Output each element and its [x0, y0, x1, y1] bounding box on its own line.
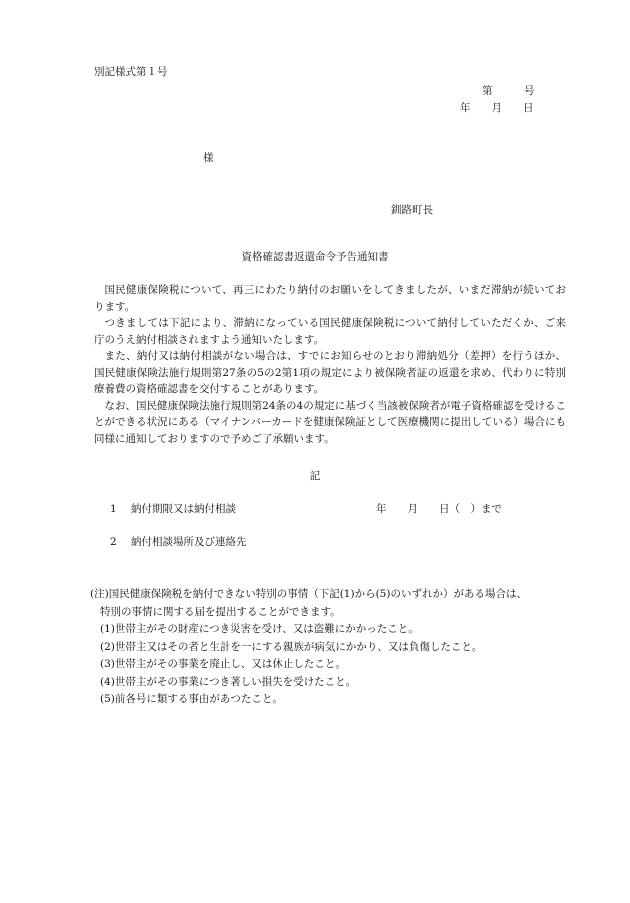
- paragraph: 国民健康保険税について、再三にわたり納付のお願いをしてきましたが、いまだ滞納が続いております。: [94, 284, 566, 313]
- document-title: 資格確認書返還命令予告通知書: [241, 251, 389, 263]
- paragraph: また、納付又は納付相談がない場合は、すでにお知らせのとおり滞納処分（差押）を行うほか、国民健康保険法施行規則第27条の5の2第1項の規定により被保険者証の返還を求め、代わりに特別療養費の資格確認書を交付することがあります。: [94, 350, 566, 395]
- note-list-item: (1)世帯主がその財産につき災害を受け、又は盗難にかかったこと。: [100, 623, 419, 635]
- note-list-item: (3)世帯主がその事業を廃止し、又は休止したこと。: [100, 658, 346, 670]
- payment-deadline: 年 月 日（ ）まで: [376, 503, 502, 515]
- form-identifier: 別記様式第１号: [94, 66, 168, 78]
- item-number: 1: [110, 503, 117, 515]
- item-number: 2: [110, 536, 117, 548]
- note-list-item: (4)世帯主がその事業につき著しい損失を受けたこと。: [100, 675, 357, 688]
- addressee-honorific: 様: [203, 152, 214, 164]
- paragraph: なお、国民健康保険法施行規則第24条の4の規定に基づく当該被保険者が電子資格確認を受けることができる状況にある（マイナンバーカードを健康保険証として医療機関に提出している）場合にも同様に通知しておりますので予めご了承願います。: [94, 399, 566, 445]
- note-heading-continuation: 特別の事情に関する届を提出することができます。: [100, 605, 341, 618]
- note-section: [90, 586, 570, 709]
- document-date: 年 月 日: [460, 102, 534, 114]
- note-list-item: (5)前各号に類する事由があつたこと。: [100, 693, 283, 705]
- note-heading: (注)国民健康保険税を納付できない特別の事情（下記(1)から(5)のいずれか）がある場合は、: [90, 588, 527, 600]
- item-label: 納付相談場所及び連絡先: [131, 536, 247, 548]
- paragraph: つきましては下記により、滞納になっている国民健康保険税について納付していただくか、ご来庁のうえ納付相談されますよう通知いたします。: [94, 317, 566, 346]
- body-text: [94, 282, 566, 447]
- document-number: 第 号: [482, 85, 535, 97]
- issuer-name: 釧路町長: [391, 204, 433, 216]
- item-label: 納付期限又は納付相談: [131, 503, 236, 515]
- ki-heading: 記: [309, 470, 321, 482]
- note-list-item: (2)世帯主又はその者と生計を一にする親族が病気にかかり、又は負傷したこと。: [100, 640, 483, 653]
